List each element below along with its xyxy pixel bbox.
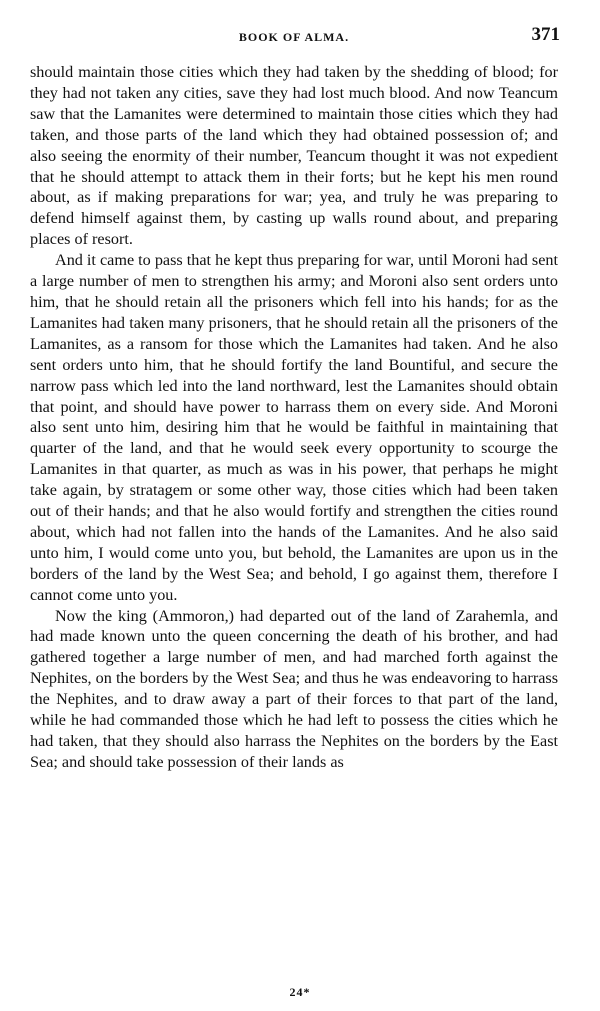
paragraph-continued: should maintain those cities which they had taken by the shedding of blood; for they had not taken any cities, save they had lost much blood. And now Teancum saw that the Lamanites were determined to maintain those cities which they had taken, and those parts of the land which they had obtained possession of; and also seeing the enormity of their number, Teancum thought it was not expedient that he should attempt to attack them in their forts; but he kept his men round about, as if making preparations for war; yea, and truly he was preparing to defend himself against them, by casting up walls round about, and preparing places of resort. xyxy=(30,63,558,249)
page-number: 371 xyxy=(531,24,560,45)
paragraph: And it came to pass that he kept thus preparing for war, until Moroni had sent a large number of men to strengthen his army; and Moroni also sent orders unto him, that he should retain all the prisoners which fell into his hands; for as the Lamanites had taken many prisoners, that he should retain all the prisoners of the Lamanites, as a ransom for those which the Lamanites had taken. And he also sent orders unto him, that he should fortify the land Bountiful, and secure the narrow pass which led into the land northward, lest the Lamanites should obtain that point, and should have power to harrass them on every side. And Moroni also sent unto him, desiring him that he would be faithful in maintaining that quarter of the land, and that he would seek every opportunity to scourge the Lamanites in that quarter, as much as was in his power, that perhaps he might take again, by stratagem or some other way, those cities which had been taken out of their hands; and that he also would fortify and strengthen the cities round about, which had not fallen into the hands of the Lamanites. And he also said unto him, I would come unto you, but behold, the Lamanites are upon us in the borders of the land by the West Sea; and behold, I go against them, therefore I cannot come unto you. xyxy=(30,251,558,604)
body-text xyxy=(30,62,558,773)
running-title: BOOK OF ALMA. xyxy=(238,30,350,44)
paragraph: Now the king (Ammoron,) had departed out of the land of Zarahemla, and had made known unto the queen concerning the death of his brother, and had gathered together a large number of men, and had marched forth against the Nephites, on the borders by the West Sea; and thus he was endeavoring to harrass the Nephites, and to draw away a part of their forces to that part of the land, while he had commanded those which he had left to possess the cities which he had taken, that they should also harrass the Nephites on the borders by the East Sea; and should take possession of their lands as xyxy=(30,606,558,771)
signature-mark: 24* xyxy=(289,985,311,999)
running-head xyxy=(30,24,560,50)
